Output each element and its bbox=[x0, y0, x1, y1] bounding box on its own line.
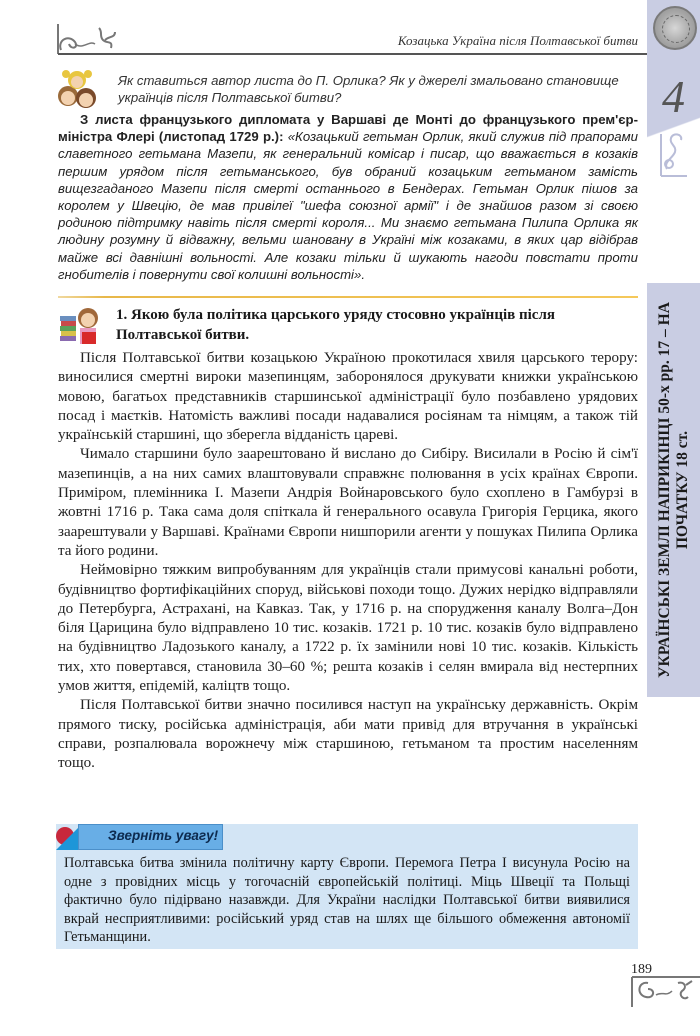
source-lead: З листа французького дипломата у Варшаві де Монті до французького прем'єр-міністра Флері (листопад 1729 р.): bbox=[58, 112, 638, 145]
reading-girl-icon bbox=[58, 302, 106, 348]
source-quote: «Козацький гетьман Орлик, який служив під прапорами славетного гетьмана Мазепи, як генеральний комісар і писар, що вважається в козаків першим урядом після гетьманського, був обраний козацьким гетьманом замість вищезгаданого Мазепи після смерті останнього в Бендерах. Гетьман Орлик пішов за королем у Швецію, де мав привілеї "шефа союзної армії" і де знайшов разом зі своєю родиною підтримку навіть після смерті короля... Ми знаємо гетьмана Пилипа Орлика як людину розумну й відважну, вельми шановану в Україні між козаками, в яких цар відібрав майже всі давнішні вольності. Але козаки тільки й шукають нагоди повстати проти гнобителів і повернути свої колишні вольності». bbox=[58, 129, 638, 282]
students-icon bbox=[54, 66, 100, 112]
source-quote-block bbox=[58, 111, 638, 283]
section-body bbox=[58, 349, 638, 774]
section-tab-text: УКРАЇНСЬКІ ЗЕМЛІ НАПРИКІНЦІ 50-х рр. 17 – НА ПОЧАТКУ 18 ст. bbox=[655, 302, 691, 678]
side-top-panel bbox=[647, 0, 700, 64]
section-tab bbox=[647, 283, 700, 697]
section-heading: 1. Якою була політика царського уряду стосовно українців після Полтавської битви. bbox=[116, 307, 555, 343]
attention-label: Зверніть увагу! bbox=[108, 828, 219, 843]
chapter-number: 4 bbox=[662, 71, 685, 122]
header-ornament-icon bbox=[55, 20, 125, 56]
page-number: 189 bbox=[631, 962, 652, 977]
footer-ornament-icon bbox=[630, 975, 700, 1009]
paragraph: Неймовірно тяжким випробуванням для українців стали примусові канальні роботи, будівництво фортифікаційних споруд, військові походи тощо. Дужих нерідко відправляли до Петербурга, Астрахані, на Кавказ. Так, у 1716 р. на спорудження каналу Волга–Дон біля Царицина було відправлено 10 тис. козаків. 1721 р. 10 тис. козаків було відправлено на будівництво Ладозького каналу, а 1722 р. їх замінили нові 10 тис. козаків. Кількість тих, хто повертався, становила 30–60 %; решта козаків і селян вмирала від нестерпних умов життя, епідемій, каліцтв тощо. bbox=[58, 562, 638, 695]
side-band bbox=[647, 0, 700, 1036]
attention-box bbox=[56, 824, 638, 949]
chapter-marker bbox=[647, 64, 700, 184]
attention-text: Полтавська битва змінила політичну карту Європи. Перемога Петра І висунула Росію на одне з провідних місць у тогочасній європейській політиці. Міць Швеції та Польщі фактично було підірвано назавжди. Для України наслідки Полтавської битви виявилися вкрай несприятливими: російський уряд став на шлях ще більшого обмеження автономії Гетьманщини. bbox=[64, 855, 630, 946]
question-text: Як ставиться автор листа до П. Орлика? Як у джерелі змальовано становище українців після Полтавської битви? bbox=[118, 73, 619, 105]
paragraph: Після Полтавської битви значно посилився наступ на українську державність. Окрім прямого тиску, російська адміністрація, аби мати привід для втручання в українські справи, розпалювала ворожнечу між старшиною, гетьманом та простим населенням тощо. bbox=[58, 697, 638, 772]
seal-icon bbox=[653, 6, 697, 50]
ornament-icon bbox=[657, 124, 691, 179]
header-rule bbox=[58, 53, 647, 55]
running-title: Козацька Україна після Полтавської битви bbox=[397, 33, 638, 48]
paragraph: Чимало старшини було заарештовано й вислано до Сибіру. Висилали в Росію й сім'ї мазепинців, а на них самих влаштовували справжнє полювання в усіх країнах Європи. Приміром, племінника І. Мазепи Андрія Войнаровського було схоплено в Гамбурзі в жовтні 1716 р. Така сама доля спіткала й генерального осавула Григорія Герцика, якого заарештували у Варшаві. Країнами Європи нишпорили агенти у пошуках Пилипа Орлика та його родини. bbox=[58, 446, 638, 559]
separator bbox=[58, 296, 638, 298]
paragraph: Після Полтавської битви козацькою Україною прокотилася хвиля царського терору: виносилися смертні вироки мазепинцям, заборонялося друкувати книжки українською мовою, багатьох представників старшинської адміністрації було позбавлено урядових посад і маєтків. Натомість важливі посади надавалися росіянам та німцям, а також тій українській старшині, що зберегла відданість цареві. bbox=[58, 350, 638, 444]
